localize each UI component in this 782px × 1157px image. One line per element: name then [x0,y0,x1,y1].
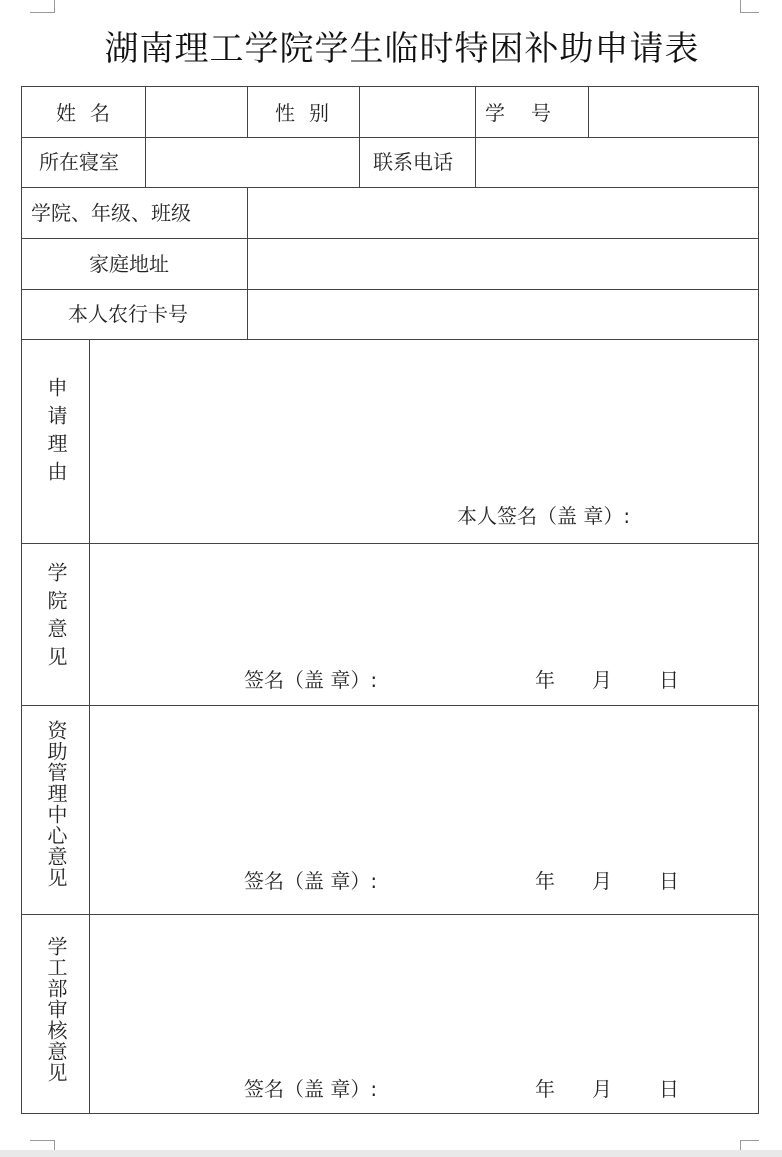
label-gender: 性别 [275,101,343,125]
label-student-affairs-opinion: 学工部审核意见 [44,936,68,1083]
aid-center-date-month: 月 [592,869,612,893]
label-phone: 联系电话 [373,150,453,174]
label-aid-center-opinion: 资助管理中心意见 [44,720,68,888]
college-date-day: 日 [659,668,679,692]
aid-center-date-day: 日 [659,869,679,893]
col-divider [247,187,248,339]
row-divider [22,187,758,188]
page-bottom-bar [0,1150,782,1157]
row-divider [22,705,758,706]
college-date-year: 年 [535,668,555,692]
col-divider [89,339,90,1114]
col-divider [588,87,589,137]
label-college-opinion: 学院意见 [44,562,68,674]
col-divider [247,87,248,137]
col-divider [359,87,360,187]
student-affairs-date-day: 日 [659,1077,679,1101]
student-affairs-signature: 签名（盖 章）: [244,1077,378,1101]
page-title: 湖南理工学院学生临时特困补助申请表 [104,29,700,69]
label-bank-card: 本人农行卡号 [68,302,188,326]
application-form [21,86,759,1114]
college-date-month: 月 [592,668,612,692]
row-divider [22,543,758,544]
college-signature: 签名（盖 章）: [244,668,378,692]
label-address: 家庭地址 [89,252,169,276]
aid-center-signature: 签名（盖 章）: [244,869,378,893]
row-divider [22,238,758,239]
row-divider [22,339,758,340]
label-student-id: 学号 [485,101,577,125]
col-divider [475,87,476,187]
row-divider [22,914,758,915]
aid-center-date-year: 年 [535,869,555,893]
col-divider [145,87,146,187]
applicant-signature: 本人签名（盖 章）: [457,504,631,528]
student-affairs-date-year: 年 [535,1077,555,1101]
label-reason: 申请理由 [44,377,68,489]
student-affairs-date-month: 月 [592,1077,612,1101]
label-name: 姓名 [56,101,124,125]
crop-mark-top-right [740,0,759,13]
label-college-class: 学院、年级、班级 [31,201,191,225]
row-divider [22,289,758,290]
label-dorm: 所在寝室 [39,150,119,174]
crop-mark-top-left [30,0,55,13]
row-divider [22,137,758,138]
